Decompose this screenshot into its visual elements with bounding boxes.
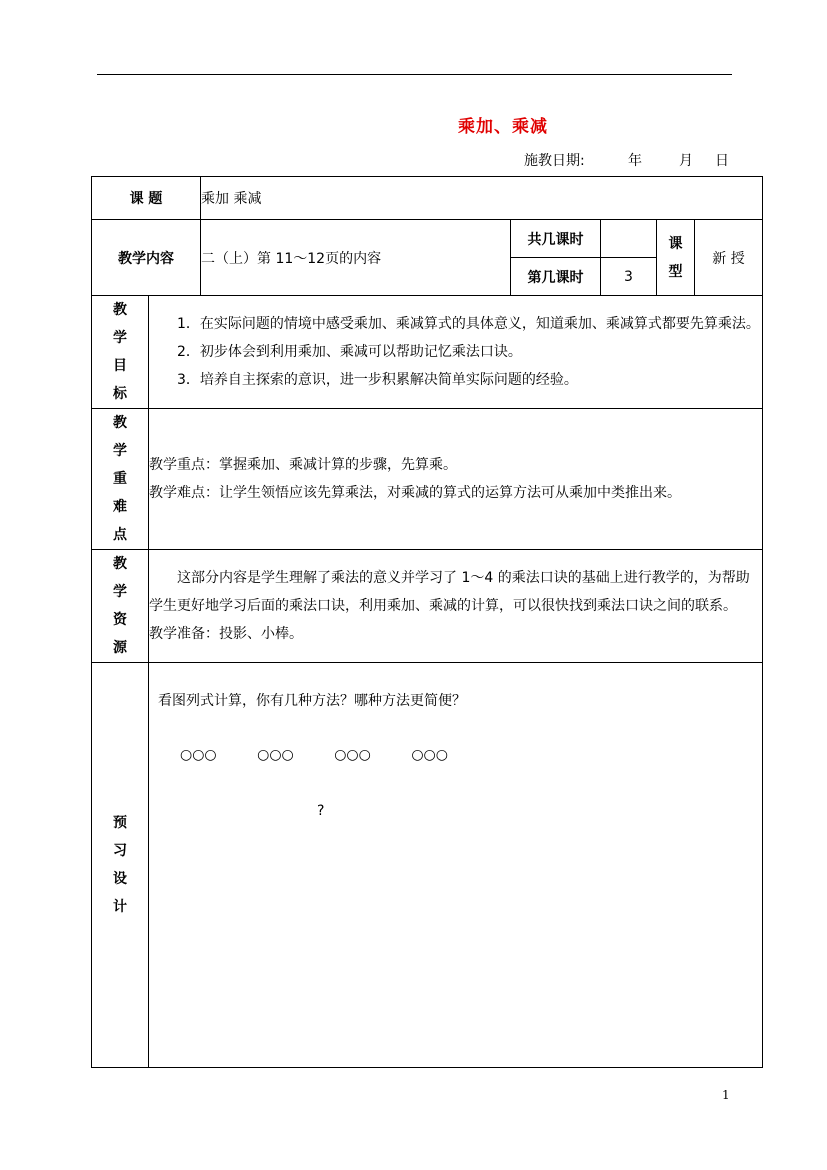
lesson-type-label-2: 型	[668, 263, 683, 280]
date-label: 施教日期:	[524, 153, 585, 169]
objectives-label-char: 目	[113, 358, 127, 374]
preview-label-char: 预	[113, 815, 127, 831]
objectives-content	[149, 296, 763, 409]
total-hours-value	[601, 220, 657, 258]
content-label: 教学内容	[92, 220, 201, 296]
key-points-label-char: 点	[113, 527, 127, 543]
row-preview	[92, 663, 763, 1068]
page-title: 乘加、乘减	[458, 117, 548, 137]
key-points-label	[92, 409, 149, 550]
preview-label	[92, 663, 149, 1068]
header-rule	[97, 74, 732, 75]
teaching-date	[524, 150, 729, 170]
resources-label-char: 源	[113, 640, 127, 656]
resources-label-char: 教	[113, 556, 127, 572]
objectives-label-char: 标	[113, 386, 127, 402]
lesson-plan-table	[91, 176, 763, 1068]
row-resources	[92, 550, 763, 663]
objective-item: 2．初步体会到利用乘加、乘减可以帮助记忆乘法口诀。	[177, 344, 522, 360]
content-value: 二（上）第 11～12页的内容	[201, 220, 511, 296]
objective-item: 1．在实际问题的情境中感受乘加、乘减算式的具体意义，知道乘加、乘减算式都要先算乘法。	[177, 316, 760, 332]
lesson-type-label	[657, 220, 695, 296]
unknown-mark: ?	[317, 803, 325, 819]
resources-label-char: 学	[113, 584, 127, 600]
key-points-label-char: 学	[113, 443, 127, 459]
preview-content	[149, 663, 763, 1068]
resources-paragraph: 这部分内容是学生理解了乘法的意义并学习了 1～4 的乘法口诀的基础上进行教学的，为帮助学生更好地学习后面的乘法口诀，利用乘加、乘减的计算，可以很快找到乘法口诀之间的联系。	[149, 570, 750, 614]
topic-value: 乘加 乘减	[201, 177, 763, 220]
lesson-no-value: 3	[601, 258, 657, 296]
teaching-prep: 教学准备：投影、小棒。	[149, 626, 303, 642]
circle-group: ○○○	[334, 747, 371, 763]
circle-group: ○○○	[257, 747, 294, 763]
resources-label-char: 资	[113, 612, 127, 628]
difficulty-point: 教学难点：让学生领悟应该先算乘法，对乘减的算式的运算方法可从乘加中类推出来。	[149, 485, 681, 501]
lesson-type-label-1: 课	[668, 235, 683, 252]
lesson-type-value: 新 授	[695, 220, 763, 296]
key-points-label-char: 教	[113, 415, 127, 431]
topic-label: 课 题	[92, 177, 201, 220]
resources-content	[149, 550, 763, 663]
key-point: 教学重点：掌握乘加、乘减计算的步骤，先算乘。	[149, 457, 457, 473]
resources-label	[92, 550, 149, 663]
page-number: 1	[722, 1088, 730, 1102]
circle-group: ○○○	[180, 747, 217, 763]
date-day: 日	[715, 153, 729, 169]
key-points-content	[149, 409, 763, 550]
row-key-points	[92, 409, 763, 550]
objectives-label-char: 教	[113, 302, 127, 318]
preview-question: 看图列式计算，你有几种方法？哪种方法更简便？	[158, 693, 466, 709]
objective-item: 3．培养自主探索的意识，进一步积累解决简单实际问题的经验。	[177, 372, 578, 388]
date-year: 年	[628, 153, 642, 169]
objectives-label-char: 学	[113, 330, 127, 346]
circle-group: ○○○	[411, 747, 448, 763]
total-hours-label: 共几课时	[511, 220, 601, 258]
row-objectives	[92, 296, 763, 409]
preview-label-char: 计	[113, 899, 127, 915]
row-content	[92, 220, 763, 258]
date-month: 月	[679, 153, 693, 169]
objectives-label	[92, 296, 149, 409]
lesson-no-label: 第几课时	[511, 258, 601, 296]
circle-groups	[180, 747, 484, 763]
preview-label-char: 习	[113, 843, 127, 859]
key-points-label-char: 重	[113, 471, 127, 487]
preview-label-char: 设	[113, 871, 127, 887]
row-topic	[92, 177, 763, 220]
key-points-label-char: 难	[113, 499, 127, 515]
